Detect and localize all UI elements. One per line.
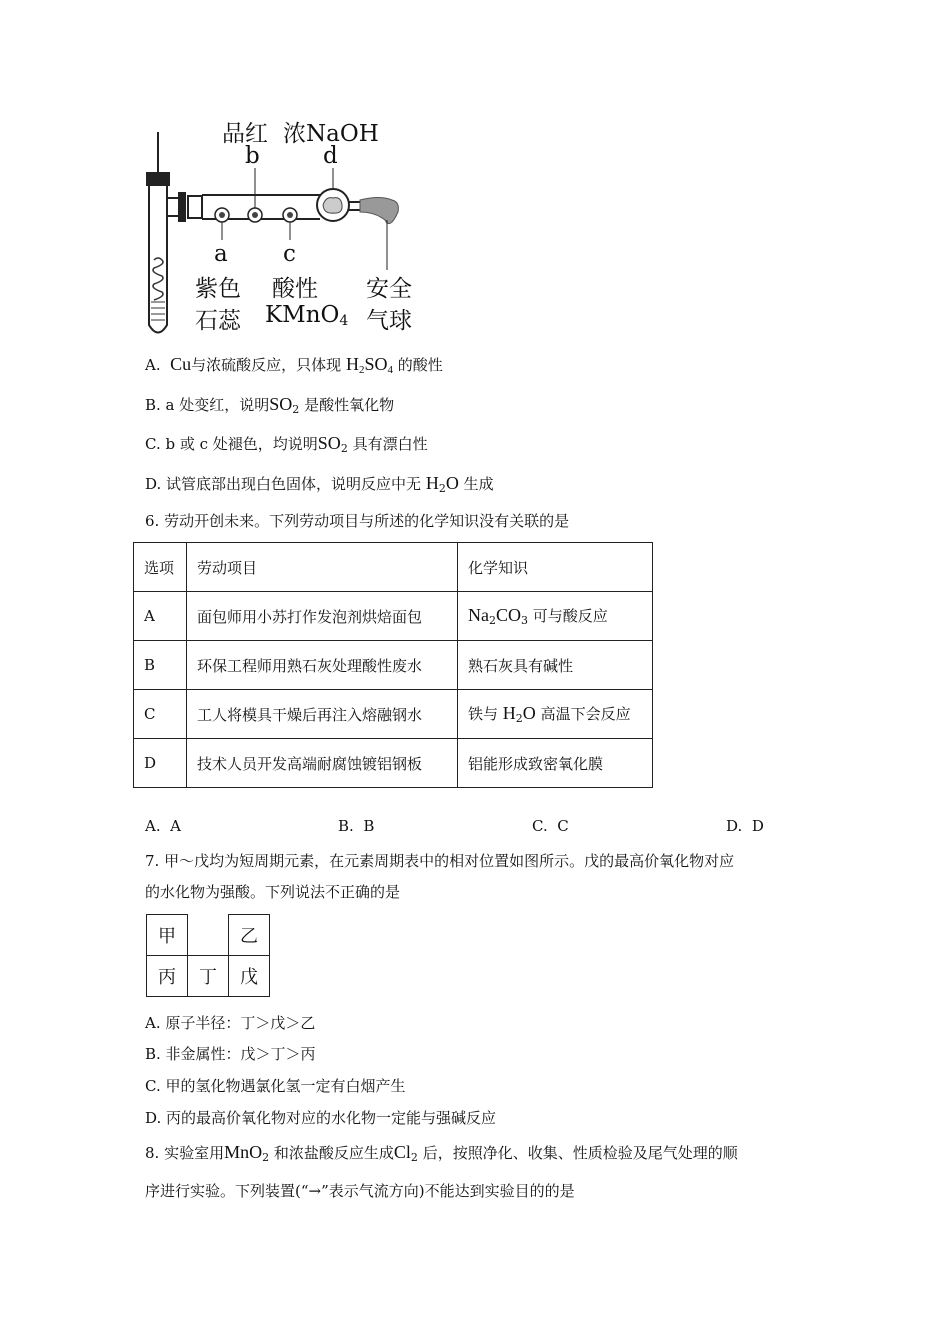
q6-choice-a: A. A	[145, 817, 181, 835]
q7-option-c: C. 甲的氢化物遇氯化氢一定有白烟产生	[145, 1077, 406, 1095]
label-pinhong: 品红	[222, 121, 268, 147]
q5-option-d: D. 试管底部出现白色固体，说明反应中无 $H_2O$ 生成	[145, 473, 494, 495]
row-project: 工人将模具干燥后再注入熔融钢水	[187, 690, 458, 739]
label-zise: 紫色	[195, 276, 241, 302]
q6-choice-b: B. B	[338, 817, 375, 835]
q6-stem: 6. 劳动开创未来。下列劳动项目与所述的化学知识没有关联的是	[145, 512, 570, 530]
label-shirui: 石蕊	[195, 308, 241, 334]
row-option: D	[134, 739, 187, 788]
q5-option-b: B. a 处变红，说明$SO_2$ 是酸性氧化物	[145, 394, 395, 416]
label-qiqiu: 气球	[366, 308, 412, 334]
q8-stem-line1: 8. 实验室用MnO$_2$ 和浓盐酸反应生成$Cl_2$ 后，按照净化、收集、性质检验及尾气处理的顺	[145, 1142, 738, 1164]
label-kmno4: KMnO$_4$	[265, 302, 349, 329]
header-project: 劳动项目	[187, 543, 458, 592]
header-option: 选项	[134, 543, 187, 592]
cell-wu: 戊	[229, 956, 270, 997]
q7-stem-line2: 的水化物为强酸。下列说法不正确的是	[145, 883, 401, 901]
cell-ding: 丁	[188, 956, 229, 997]
table-header-row	[134, 543, 653, 592]
table-row	[134, 739, 653, 788]
q8-stem-line2: 序进行实验。下列装置(“→”表示气流方向)不能达到实验目的的是	[145, 1182, 575, 1200]
cell-empty	[188, 915, 229, 956]
q6-choice-d: D. D	[726, 817, 764, 835]
periodic-table-fragment	[146, 914, 270, 997]
cell-jia: 甲	[147, 915, 188, 956]
row-project: 环保工程师用熟石灰处理酸性废水	[187, 641, 458, 690]
row-knowledge: 熟石灰具有碱性	[458, 641, 653, 690]
q5-option-a: A. Cu与浓硫酸反应，只体现 $H_2SO_4$ 的酸性	[145, 354, 443, 376]
label-a: a	[214, 241, 228, 267]
q7-option-b: B. 非金属性：戊＞丁＞丙	[145, 1045, 316, 1063]
cell-bing: 丙	[147, 956, 188, 997]
q7-option-a: A. 原子半径：丁＞戊＞乙	[145, 1014, 316, 1032]
row-knowledge: 铝能形成致密氧化膜	[458, 739, 653, 788]
table-row	[134, 592, 653, 641]
label-b: b	[245, 143, 260, 169]
label-anquan: 安全	[366, 276, 412, 302]
row-option: A	[134, 592, 187, 641]
table-row	[134, 690, 653, 739]
label-c: c	[283, 241, 296, 267]
row-knowledge: $Na_2CO_3$ 可与酸反应	[458, 592, 653, 641]
q5-option-c: C. b 或 c 处褪色，均说明$SO_2$ 具有漂白性	[145, 433, 428, 455]
q6-choice-c: C. C	[532, 817, 569, 835]
header-knowledge: 化学知识	[458, 543, 653, 592]
label-suanxing: 酸性	[272, 276, 318, 302]
q6-table	[133, 542, 653, 788]
row-project: 技术人员开发高端耐腐蚀镀铝钢板	[187, 739, 458, 788]
row-option: B	[134, 641, 187, 690]
label-naoh: 浓NaOH	[283, 121, 379, 147]
row-project: 面包师用小苏打作发泡剂烘焙面包	[187, 592, 458, 641]
label-d: d	[323, 143, 338, 169]
cell-yi: 乙	[229, 915, 270, 956]
q7-option-d: D. 丙的最高价氧化物对应的水化物一定能与强碱反应	[145, 1109, 497, 1127]
q7-stem-line1: 7. 甲～戊均为短周期元素，在元素周期表中的相对位置如图所示。戊的最高价氧化物对应	[145, 852, 735, 870]
row-option: C	[134, 690, 187, 739]
table-row	[134, 641, 653, 690]
row-knowledge: 铁与 $H_2O$ 高温下会反应	[458, 690, 653, 739]
